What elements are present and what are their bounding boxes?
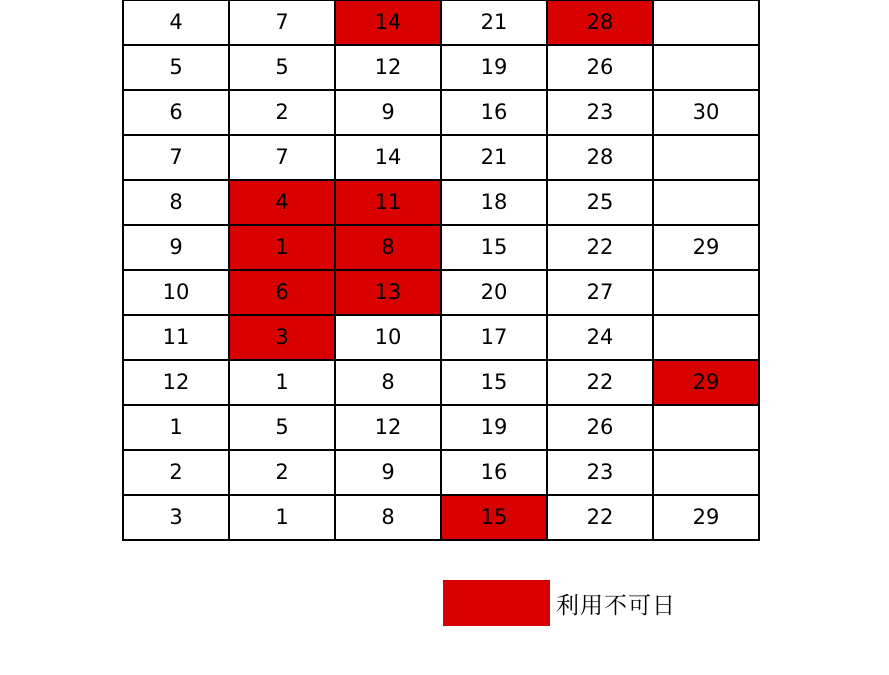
day-cell: 12 — [335, 45, 441, 90]
day-cell-unavailable: 3 — [229, 315, 335, 360]
day-cell: 17 — [441, 315, 547, 360]
day-cell: 20 — [441, 270, 547, 315]
month-cell: 5 — [123, 45, 229, 90]
day-cell: 28 — [547, 135, 653, 180]
day-cell-unavailable: 13 — [335, 270, 441, 315]
day-cell: 15 — [441, 225, 547, 270]
day-cell: 14 — [335, 135, 441, 180]
table-row — [123, 450, 759, 495]
month-cell: 1 — [123, 405, 229, 450]
day-cell: 23 — [547, 90, 653, 135]
table-row — [123, 360, 759, 405]
day-cell-unavailable: 8 — [335, 225, 441, 270]
table-row — [123, 495, 759, 540]
day-cell-unavailable: 29 — [653, 360, 759, 405]
schedule-table — [122, 0, 760, 541]
table-row — [123, 90, 759, 135]
day-cell: 22 — [547, 225, 653, 270]
day-cell: 10 — [335, 315, 441, 360]
day-cell: 22 — [547, 495, 653, 540]
day-cell-unavailable: 4 — [229, 180, 335, 225]
day-cell: 29 — [653, 495, 759, 540]
day-cell: 15 — [441, 360, 547, 405]
month-cell: 4 — [123, 0, 229, 45]
day-cell: 24 — [547, 315, 653, 360]
day-cell: 18 — [441, 180, 547, 225]
day-cell — [653, 405, 759, 450]
day-cell-unavailable: 11 — [335, 180, 441, 225]
table-row — [123, 315, 759, 360]
day-cell: 22 — [547, 360, 653, 405]
day-cell: 5 — [229, 405, 335, 450]
month-cell: 11 — [123, 315, 229, 360]
month-cell: 6 — [123, 90, 229, 135]
day-cell-unavailable: 15 — [441, 495, 547, 540]
day-cell: 30 — [653, 90, 759, 135]
day-cell-unavailable: 14 — [335, 0, 441, 45]
month-cell: 3 — [123, 495, 229, 540]
day-cell: 1 — [229, 495, 335, 540]
day-cell — [653, 450, 759, 495]
day-cell: 16 — [441, 450, 547, 495]
table-row — [123, 225, 759, 270]
day-cell: 2 — [229, 90, 335, 135]
month-cell: 12 — [123, 360, 229, 405]
day-cell: 16 — [441, 90, 547, 135]
table-row — [123, 180, 759, 225]
table-row — [123, 0, 759, 45]
day-cell: 26 — [547, 45, 653, 90]
day-cell: 2 — [229, 450, 335, 495]
day-cell: 9 — [335, 90, 441, 135]
day-cell: 8 — [335, 495, 441, 540]
day-cell: 29 — [653, 225, 759, 270]
legend-swatch-unavailable — [443, 580, 550, 626]
schedule-body — [123, 0, 759, 540]
legend — [443, 580, 676, 626]
day-cell: 19 — [441, 405, 547, 450]
day-cell-unavailable: 28 — [547, 0, 653, 45]
day-cell: 21 — [441, 135, 547, 180]
day-cell-unavailable: 6 — [229, 270, 335, 315]
month-cell: 8 — [123, 180, 229, 225]
day-cell — [653, 180, 759, 225]
day-cell — [653, 270, 759, 315]
day-cell: 25 — [547, 180, 653, 225]
day-cell — [653, 0, 759, 45]
month-cell: 9 — [123, 225, 229, 270]
day-cell: 19 — [441, 45, 547, 90]
day-cell — [653, 315, 759, 360]
day-cell: 8 — [335, 360, 441, 405]
day-cell: 26 — [547, 405, 653, 450]
legend-label: 利用不可日 — [556, 592, 676, 619]
day-cell — [653, 135, 759, 180]
table-row — [123, 270, 759, 315]
day-cell — [653, 45, 759, 90]
day-cell: 27 — [547, 270, 653, 315]
day-cell: 12 — [335, 405, 441, 450]
day-cell: 21 — [441, 0, 547, 45]
table-row — [123, 45, 759, 90]
day-cell: 1 — [229, 360, 335, 405]
day-cell: 7 — [229, 135, 335, 180]
month-cell: 7 — [123, 135, 229, 180]
day-cell: 23 — [547, 450, 653, 495]
month-cell: 2 — [123, 450, 229, 495]
day-cell: 9 — [335, 450, 441, 495]
table-row — [123, 405, 759, 450]
day-cell-unavailable: 1 — [229, 225, 335, 270]
table-row — [123, 135, 759, 180]
day-cell: 5 — [229, 45, 335, 90]
day-cell: 7 — [229, 0, 335, 45]
month-cell: 10 — [123, 270, 229, 315]
